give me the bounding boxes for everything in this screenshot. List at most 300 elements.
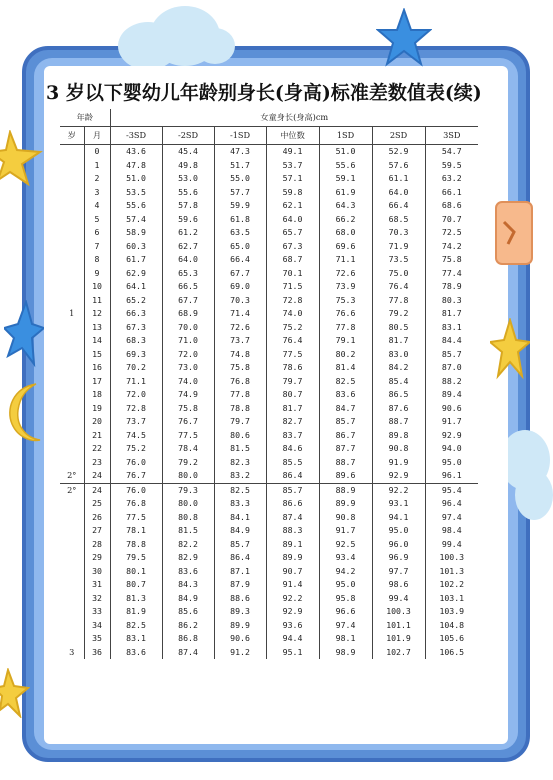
table-row — [60, 388, 478, 402]
value-cell: 93.1 — [372, 497, 425, 511]
column-header: 1SD — [319, 127, 372, 145]
month-cell: 17 — [84, 375, 110, 389]
year-cell — [60, 619, 84, 633]
value-cell: 88.3 — [266, 524, 319, 538]
value-cell: 87.6 — [372, 402, 425, 416]
year-cell — [60, 334, 84, 348]
value-cell: 84.7 — [319, 402, 372, 416]
value-cell: 94.4 — [266, 632, 319, 646]
value-cell: 85.5 — [266, 456, 319, 470]
value-cell: 95.0 — [372, 524, 425, 538]
table-row — [60, 551, 478, 565]
value-cell: 74.0 — [266, 307, 319, 321]
table-row — [60, 348, 478, 362]
value-cell: 74.5 — [110, 429, 162, 443]
value-cell: 82.9 — [162, 551, 214, 565]
value-cell: 74.9 — [162, 388, 214, 402]
value-cell: 79.7 — [214, 415, 266, 429]
month-cell: 1 — [84, 159, 110, 173]
month-cell: 13 — [84, 321, 110, 335]
month-cell: 16 — [84, 361, 110, 375]
value-cell: 85.4 — [372, 375, 425, 389]
table-row — [60, 605, 478, 619]
month-cell: 8 — [84, 253, 110, 267]
value-cell: 102.7 — [372, 646, 425, 660]
table-row — [60, 375, 478, 389]
month-cell: 23 — [84, 456, 110, 470]
value-cell: 61.1 — [372, 172, 425, 186]
value-cell: 95.8 — [319, 592, 372, 606]
year-cell — [60, 294, 84, 308]
value-cell: 75.2 — [110, 442, 162, 456]
value-cell: 57.8 — [162, 199, 214, 213]
year-cell: 1 — [60, 307, 84, 321]
value-cell: 75.0 — [372, 267, 425, 281]
value-cell: 75.8 — [162, 402, 214, 416]
column-header: 3SD — [425, 127, 478, 145]
year-cell — [60, 415, 84, 429]
value-cell: 55.0 — [214, 172, 266, 186]
star-icon — [4, 300, 44, 370]
table-row — [60, 415, 478, 429]
value-cell: 61.2 — [162, 226, 214, 240]
month-cell: 15 — [84, 348, 110, 362]
value-cell: 89.6 — [319, 469, 372, 483]
value-cell: 66.1 — [441, 186, 462, 197]
value-cell: 94.0 — [441, 443, 462, 453]
value-cell: 75.2 — [266, 321, 319, 335]
value-cell: 67.3 — [266, 240, 319, 254]
value-cell: 81.7 — [372, 334, 425, 348]
value-cell: 63.5 — [214, 226, 266, 240]
value-cell: 89.9 — [319, 497, 372, 511]
value-cell: 76.7 — [162, 415, 214, 429]
value-cell: 64.0 — [266, 213, 319, 227]
value-cell: 81.4 — [319, 361, 372, 375]
year-cell — [60, 605, 84, 619]
value-cell: 53.5 — [110, 186, 162, 200]
month-cell: 12 — [84, 307, 110, 321]
value-cell: 78.1 — [110, 524, 162, 538]
year-cell — [60, 632, 84, 646]
value-cell: 51.7 — [214, 159, 266, 173]
value-cell: 64.0 — [372, 186, 425, 200]
value-cell: 66.2 — [319, 213, 372, 227]
value-cell: 85.7 — [441, 348, 462, 359]
value-cell: 84.1 — [214, 511, 266, 525]
value-cell: 90.7 — [266, 565, 319, 579]
value-cell: 87.4 — [266, 511, 319, 525]
value-cell: 101.3 — [439, 565, 465, 576]
value-cell: 98.9 — [319, 646, 372, 660]
page-title: 3 岁以下婴幼儿年龄别身长(身高)标准差数值表(续) — [46, 82, 482, 104]
year-cell — [60, 565, 84, 579]
value-cell: 47.3 — [214, 145, 266, 159]
value-cell: 80.0 — [162, 497, 214, 511]
value-cell: 81.3 — [110, 592, 162, 606]
value-cell: 53.0 — [162, 172, 214, 186]
value-cell: 59.8 — [266, 186, 319, 200]
value-cell: 92.9 — [441, 429, 462, 440]
year-cell: 2° — [60, 469, 84, 483]
month-cell: 34 — [84, 619, 110, 633]
value-cell: 77.4 — [441, 267, 462, 278]
table-row — [60, 172, 478, 186]
table-row — [60, 538, 478, 552]
value-cell: 67.3 — [110, 321, 162, 335]
value-cell: 45.4 — [162, 145, 214, 159]
value-cell: 83.6 — [110, 646, 162, 660]
month-cell: 28 — [84, 538, 110, 552]
value-cell: 68.3 — [110, 334, 162, 348]
month-cell: 11 — [84, 294, 110, 308]
value-cell: 71.4 — [214, 307, 266, 321]
month-cell: 36 — [84, 646, 110, 660]
table-row — [60, 646, 478, 660]
value-cell: 57.4 — [110, 213, 162, 227]
value-cell: 59.6 — [162, 213, 214, 227]
table-row — [60, 565, 478, 579]
month-cell: 27 — [84, 524, 110, 538]
value-cell: 72.5 — [441, 227, 462, 237]
value-cell: 78.8 — [214, 402, 266, 416]
value-cell: 83.1 — [441, 321, 462, 332]
value-cell: 93.4 — [319, 551, 372, 565]
value-cell: 70.2 — [110, 361, 162, 375]
year-cell — [60, 578, 84, 592]
value-cell: 98.4 — [441, 525, 462, 535]
value-cell: 80.1 — [110, 565, 162, 579]
value-cell: 64.1 — [110, 280, 162, 294]
month-cell: 9 — [84, 267, 110, 281]
value-cell: 76.8 — [214, 375, 266, 389]
value-cell: 43.6 — [110, 145, 162, 159]
value-cell: 67.7 — [162, 294, 214, 308]
value-cell: 74.2 — [441, 240, 462, 251]
value-cell: 90.8 — [319, 511, 372, 525]
value-cell: 72.8 — [266, 294, 319, 308]
value-cell: 70.7 — [441, 213, 462, 224]
value-cell: 86.2 — [162, 619, 214, 633]
month-cell: 31 — [84, 578, 110, 592]
table-row — [60, 199, 478, 213]
value-cell: 76.6 — [319, 307, 372, 321]
month-cell: 7 — [84, 240, 110, 254]
value-cell: 65.3 — [162, 267, 214, 281]
month-cell: 2 — [84, 172, 110, 186]
value-cell: 71.9 — [372, 240, 425, 254]
value-cell: 66.5 — [162, 280, 214, 294]
year-cell — [60, 456, 84, 470]
value-cell: 89.4 — [441, 389, 462, 399]
value-cell: 63.2 — [441, 173, 462, 183]
value-cell: 98.6 — [372, 578, 425, 592]
year-cell — [60, 226, 84, 240]
value-cell: 88.7 — [319, 456, 372, 470]
value-cell: 89.1 — [266, 538, 319, 552]
table-row — [60, 307, 478, 321]
value-cell: 98.1 — [319, 632, 372, 646]
value-cell: 84.2 — [372, 361, 425, 375]
value-cell: 76.0 — [110, 483, 162, 497]
year-cell — [60, 375, 84, 389]
value-cell: 81.7 — [266, 402, 319, 416]
table-row — [60, 321, 478, 335]
year-cell — [60, 429, 84, 443]
table-body — [60, 145, 478, 660]
column-header: -2SD — [162, 127, 214, 145]
block-icon — [494, 200, 534, 266]
year-cell — [60, 524, 84, 538]
value-cell: 87.4 — [162, 646, 214, 660]
year-cell — [60, 321, 84, 335]
year-cell — [60, 267, 84, 281]
year-cell: 3 — [60, 646, 84, 660]
value-cell: 61.8 — [214, 213, 266, 227]
value-cell: 74.0 — [162, 375, 214, 389]
year-cell — [60, 402, 84, 416]
table-row — [60, 524, 478, 538]
value-cell: 80.2 — [319, 348, 372, 362]
year-cell — [60, 497, 84, 511]
value-cell: 96.1 — [441, 470, 462, 480]
value-cell: 77.5 — [266, 348, 319, 362]
year-cell: 2° — [60, 483, 84, 497]
table-row — [60, 592, 478, 606]
table-row — [60, 186, 478, 200]
value-cell: 97.4 — [319, 619, 372, 633]
value-cell: 59.9 — [214, 199, 266, 213]
value-cell: 85.7 — [214, 538, 266, 552]
value-cell: 58.9 — [110, 226, 162, 240]
table-row — [60, 334, 478, 348]
value-cell: 92.9 — [266, 605, 319, 619]
table-row — [60, 280, 478, 294]
table-row — [60, 402, 478, 416]
year-cell — [60, 361, 84, 375]
value-cell: 101.9 — [372, 632, 425, 646]
value-cell: 86.4 — [214, 551, 266, 565]
month-cell: 26 — [84, 511, 110, 525]
value-cell: 70.0 — [162, 321, 214, 335]
value-cell: 55.6 — [162, 186, 214, 200]
value-cell: 73.7 — [110, 415, 162, 429]
value-cell: 71.1 — [319, 253, 372, 267]
value-cell: 89.9 — [266, 551, 319, 565]
value-cell: 84.4 — [441, 335, 462, 345]
value-cell: 80.0 — [162, 469, 214, 483]
value-cell: 91.7 — [319, 524, 372, 538]
value-cell: 105.6 — [439, 633, 465, 643]
value-cell: 77.8 — [214, 388, 266, 402]
month-cell: 18 — [84, 388, 110, 402]
value-cell: 79.1 — [319, 334, 372, 348]
value-cell: 101.1 — [372, 619, 425, 633]
value-cell: 69.3 — [110, 348, 162, 362]
value-cell: 83.7 — [266, 429, 319, 443]
value-cell: 75.3 — [319, 294, 372, 308]
value-cell: 86.4 — [266, 469, 319, 483]
value-cell: 81.7 — [441, 308, 462, 318]
value-cell: 82.2 — [162, 538, 214, 552]
value-cell: 76.0 — [110, 456, 162, 470]
value-cell: 82.5 — [319, 375, 372, 389]
value-cell: 84.6 — [266, 442, 319, 456]
year-cell — [60, 159, 84, 173]
value-cell: 82.3 — [214, 456, 266, 470]
value-cell: 81.9 — [110, 605, 162, 619]
value-cell: 83.0 — [372, 348, 425, 362]
value-cell: 66.4 — [372, 199, 425, 213]
value-cell: 77.5 — [110, 511, 162, 525]
table-row — [60, 483, 478, 497]
value-cell: 75.8 — [214, 361, 266, 375]
table-row — [60, 240, 478, 254]
table-row — [60, 497, 478, 511]
value-cell: 100.3 — [439, 552, 465, 562]
value-cell: 61.9 — [319, 186, 372, 200]
month-cell: 22 — [84, 442, 110, 456]
value-cell: 67.7 — [214, 267, 266, 281]
year-cell — [60, 280, 84, 294]
value-cell: 64.3 — [319, 199, 372, 213]
value-cell: 57.1 — [266, 172, 319, 186]
table-row — [60, 456, 478, 470]
year-cell — [60, 348, 84, 362]
value-cell: 80.3 — [441, 294, 462, 305]
value-cell: 77.8 — [319, 321, 372, 335]
value-cell: 81.5 — [214, 442, 266, 456]
value-cell: 54.7 — [441, 146, 462, 156]
value-cell: 100.3 — [372, 605, 425, 619]
value-cell: 53.7 — [266, 159, 319, 173]
value-cell: 80.7 — [110, 578, 162, 592]
year-cell — [60, 592, 84, 606]
value-cell: 92.2 — [372, 483, 425, 497]
star-icon — [490, 318, 530, 380]
value-cell: 78.6 — [266, 361, 319, 375]
value-cell: 102.2 — [439, 579, 465, 589]
table-row — [60, 632, 478, 646]
value-cell: 95.0 — [441, 456, 462, 467]
value-cell: 68.6 — [441, 200, 462, 210]
month-cell: 3 — [84, 186, 110, 200]
year-cell — [60, 172, 84, 186]
value-cell: 62.1 — [266, 199, 319, 213]
year-cell — [60, 388, 84, 402]
value-cell: 77.8 — [372, 294, 425, 308]
year-cell — [60, 442, 84, 456]
value-cell: 73.0 — [162, 361, 214, 375]
value-cell: 72.0 — [162, 348, 214, 362]
value-cell: 97.7 — [372, 565, 425, 579]
value-cell: 83.2 — [214, 469, 266, 483]
value-cell: 69.6 — [319, 240, 372, 254]
month-cell: 30 — [84, 565, 110, 579]
column-header: 岁 — [60, 127, 84, 145]
table-header-row — [60, 109, 478, 127]
value-cell: 70.1 — [266, 267, 319, 281]
value-cell: 85.7 — [266, 483, 319, 497]
value-cell: 91.7 — [441, 416, 462, 426]
value-cell: 76.7 — [110, 469, 162, 483]
group-header: 女童身长(身高)cm — [110, 109, 478, 127]
year-cell — [60, 145, 84, 159]
value-cell: 94.1 — [372, 511, 425, 525]
value-cell: 85.7 — [319, 415, 372, 429]
year-cell — [60, 186, 84, 200]
value-cell: 96.4 — [441, 498, 462, 508]
value-cell: 80.6 — [214, 429, 266, 443]
value-cell: 83.3 — [214, 497, 266, 511]
value-cell: 95.0 — [319, 578, 372, 592]
value-cell: 57.6 — [372, 159, 425, 173]
month-cell: 24 — [84, 469, 110, 483]
month-cell: 14 — [84, 334, 110, 348]
height-standard-table — [60, 109, 478, 659]
value-cell: 72.0 — [110, 388, 162, 402]
value-cell: 88.2 — [441, 375, 462, 386]
value-cell: 82.5 — [110, 619, 162, 633]
year-cell — [60, 199, 84, 213]
value-cell: 72.8 — [110, 402, 162, 416]
value-cell: 76.4 — [372, 280, 425, 294]
value-cell: 69.0 — [214, 280, 266, 294]
value-cell: 66.4 — [214, 253, 266, 267]
value-cell: 79.3 — [162, 483, 214, 497]
table-row — [60, 213, 478, 227]
table-row — [60, 226, 478, 240]
value-cell: 90.6 — [441, 402, 462, 413]
value-cell: 96.6 — [319, 605, 372, 619]
value-cell: 103.1 — [439, 592, 465, 603]
column-header: -1SD — [214, 127, 266, 145]
value-cell: 106.5 — [439, 646, 465, 657]
table-row — [60, 578, 478, 592]
value-cell: 93.6 — [266, 619, 319, 633]
column-header: -3SD — [110, 127, 162, 145]
value-cell: 49.1 — [266, 145, 319, 159]
value-cell: 74.8 — [214, 348, 266, 362]
year-cell — [60, 240, 84, 254]
table-row — [60, 253, 478, 267]
value-cell: 81.5 — [162, 524, 214, 538]
value-cell: 62.7 — [162, 240, 214, 254]
star-icon — [0, 668, 30, 718]
value-cell: 68.7 — [266, 253, 319, 267]
value-cell: 91.2 — [214, 646, 266, 660]
value-cell: 89.9 — [214, 619, 266, 633]
year-cell — [60, 213, 84, 227]
value-cell: 57.7 — [214, 186, 266, 200]
month-cell: 6 — [84, 226, 110, 240]
value-cell: 60.3 — [110, 240, 162, 254]
value-cell: 97.4 — [441, 511, 462, 522]
value-cell: 92.2 — [266, 592, 319, 606]
value-cell: 73.9 — [319, 280, 372, 294]
value-cell: 83.6 — [162, 565, 214, 579]
value-cell: 99.4 — [441, 538, 462, 549]
table-row — [60, 619, 478, 633]
value-cell: 96.9 — [372, 551, 425, 565]
year-cell — [60, 538, 84, 552]
value-cell: 55.6 — [319, 159, 372, 173]
table-row — [60, 294, 478, 308]
value-cell: 65.2 — [110, 294, 162, 308]
month-cell: 10 — [84, 280, 110, 294]
value-cell: 92.9 — [372, 469, 425, 483]
value-cell: 78.4 — [162, 442, 214, 456]
